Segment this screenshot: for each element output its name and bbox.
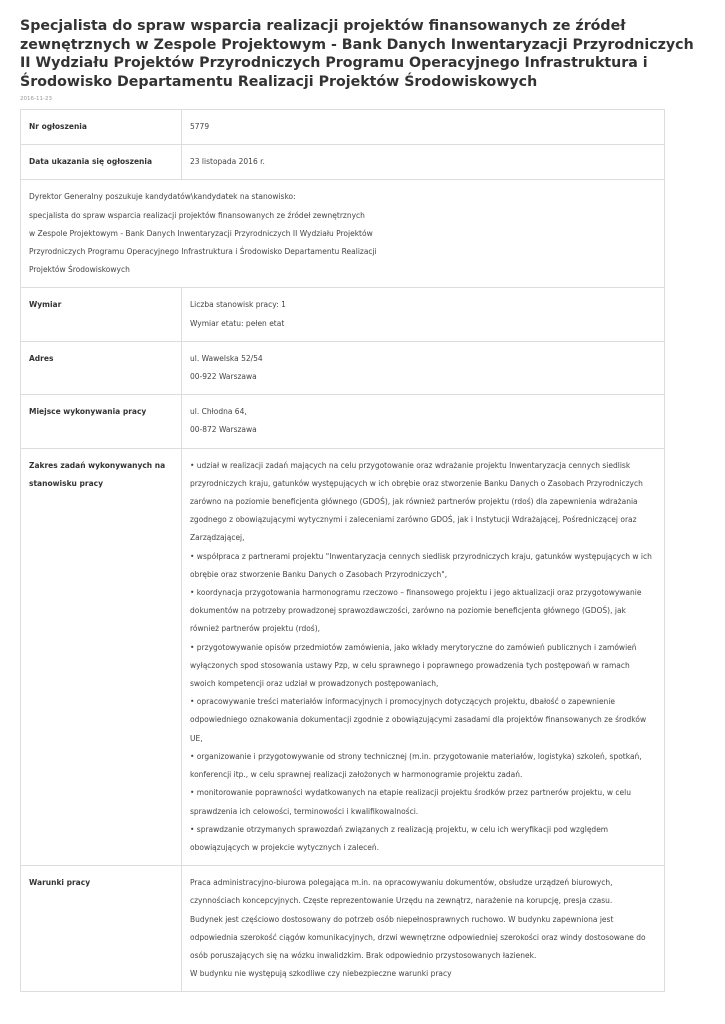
warunki-line: Budynek jest częściowo dostosowany do potrzeb osób niepełnosprawnych ruchowo. W budynku zapewniona jest odpowiednia szerokość ciągów komunikacyjnych, drzwi wewnętrzne odpowiedniej szerokości oraz windy dostosowane do osób poruszających się na wózku inwalidzkim. Brak odpowiednio przystosowanych łazienek. (190, 914, 646, 960)
adres-value (182, 341, 665, 394)
adres-line: ul. Wawelska 52/54 (190, 353, 263, 363)
nr-label: Nr ogłoszenia (21, 110, 182, 145)
zakres-item: • opracowywanie treści materiałów informacyjnych i promocyjnych dotyczących projektu, dbałość o zapewnienie odpowiedniego oznakowania dokumentacji zgodnie z obowiązującymi zasadami dla projektów finansowanych ze środków UE, (190, 697, 647, 743)
miejsce-line: 00-872 Warszawa (190, 425, 257, 435)
intro-line: Przyrodniczych Programu Operacyjnego Infrastruktura i Środowisko Departamentu Realizacji (29, 247, 377, 257)
warunki-label: Warunki pracy (21, 866, 182, 992)
date-label: Data ukazania się ogłoszenia (21, 145, 182, 180)
zakres-value (182, 448, 665, 865)
table-row-wymiar (21, 288, 665, 341)
miejsce-line: ul. Chłodna 64, (190, 407, 247, 417)
zakres-item: • koordynacja przygotowania harmonogramu rzeczowo – finansowego projektu i jego aktualizacji oraz przygotowywanie dokumentów na potrzeby prowadzonej sprawozdawczości, zarówno na poziomie beneficjenta głównego (GDOŚ), jak również partnerów projektu (rdoś), (190, 588, 642, 634)
table-row-date (21, 145, 665, 180)
intro-line: specjalista do spraw wsparcia realizacji projektów finansowanych ze źródeł zewnętrznych (29, 210, 365, 220)
table-row-warunki (21, 866, 665, 992)
zakres-item: • organizowanie i przygotowywanie od strony technicznej (m.in. przygotowanie materiałów, logistyka) szkoleń, spotkań, konferencji itp., w celu sprawnej realizacji założonych w harmonogramie projektu zadań. (190, 751, 642, 780)
warunki-line: Praca administracyjno-biurowa polegająca m.in. na opracowywaniu dokumentów, obsłudze urządzeń biurowych, czynnościach koncepcyjnych. Częste reprezentowanie Urzędu na zewnątrz, narażenie na korupcję, presja czasu. (190, 878, 613, 906)
table-row-miejsce (21, 395, 665, 448)
adres-label: Adres (21, 341, 182, 394)
nr-value: 5779 (182, 110, 665, 145)
adres-line: 00-922 Warszawa (190, 372, 257, 382)
intro-line: w Zespole Projektowym - Bank Danych Inwentaryzacji Przyrodniczych II Wydziału Projektów (29, 228, 373, 238)
table-row-adres (21, 341, 665, 394)
zakres-item: • monitorowanie poprawności wydatkowanych na etapie realizacji projektu środków przez partnerów projektu, w celu sprawdzenia ich celowości, terminowości i kwalifikowalności. (190, 788, 631, 816)
date-value: 23 listopada 2016 r. (182, 145, 665, 180)
wymiar-label: Wymiar (21, 288, 182, 341)
wymiar-line: Wymiar etatu: pełen etat (190, 318, 285, 328)
table-row-intro (21, 180, 665, 288)
warunki-value (182, 866, 665, 992)
intro-line: Dyrektor Generalny poszukuje kandydatów\kandydatek na stanowisko: (29, 192, 296, 202)
wymiar-value (182, 288, 665, 341)
zakres-item: • udział w realizacji zadań mających na celu przygotowanie oraz wdrażanie projektu Inwentaryzacja cennych siedlisk przyrodniczych kraju, gatunków występujących w ich obrębie oraz stworzenie Banku Danych o Zasobach Przyrodniczych zarówno na poziomie beneficjenta głównego (GDOŚ), jak również partnerów projektu (rdoś) dla zapewnienia wdrażania zgodnego z obowiązującymi wytycznymi i zaleceniami zarówno GDOŚ, jak i Instytucji Wdrażającej, Pośredniczącej oraz Zarządzającej, (190, 460, 643, 543)
miejsce-value (182, 395, 665, 448)
zakres-item: • przygotowywanie opisów przedmiotów zamówienia, jako wkłady merytoryczne do zamówień publicznych i zamówień wyłączonych spod stosowania ustawy Pzp, w celu sprawnego i poprawnego prowadzenia tych postępowań w ramach swoich kompetencji oraz udział w prowadzonych postępowaniach, (190, 642, 637, 689)
warunki-line: W budynku nie występują szkodliwe czy niebezpieczne warunki pracy (190, 969, 452, 979)
job-details-table (20, 109, 665, 992)
zakres-item: • współpraca z partnerami projektu "Inwentaryzacja cennych siedlisk przyrodniczych kraju, gatunków występujących w ich obrębie oraz stworzenie Banku Danych o Zasobach Przyrodniczych", (190, 551, 652, 579)
page-title: Specjalista do spraw wsparcia realizacji projektów finansowanych ze źródeł zewnętrznych w Zespole Projektowym - Bank Danych Inwentaryzacji Przyrodniczych II Wydziału Projektów Przyrodniczych Programu Operacyjnego Infrastruktura i Środowisko Departamentu Realizacji Projektów Środowiskowych (20, 18, 694, 90)
wymiar-line: Liczba stanowisk pracy: 1 (190, 300, 286, 310)
intro-line: Projektów Środowiskowych (29, 265, 130, 275)
miejsce-label: Miejsce wykonywania pracy (21, 395, 182, 448)
zakres-label: Zakres zadań wykonywanych na stanowisku pracy (21, 448, 182, 865)
table-row-nr (21, 110, 665, 145)
table-row-zakres (21, 448, 665, 865)
zakres-item: • sprawdzanie otrzymanych sprawozdań związanych z realizacją projektu, w celu ich weryfikacji pod względem obowiązujących w projekcie wytycznych i zaleceń. (190, 824, 609, 852)
publication-date: 2016-11-23 (20, 96, 52, 103)
intro-text (21, 180, 665, 288)
